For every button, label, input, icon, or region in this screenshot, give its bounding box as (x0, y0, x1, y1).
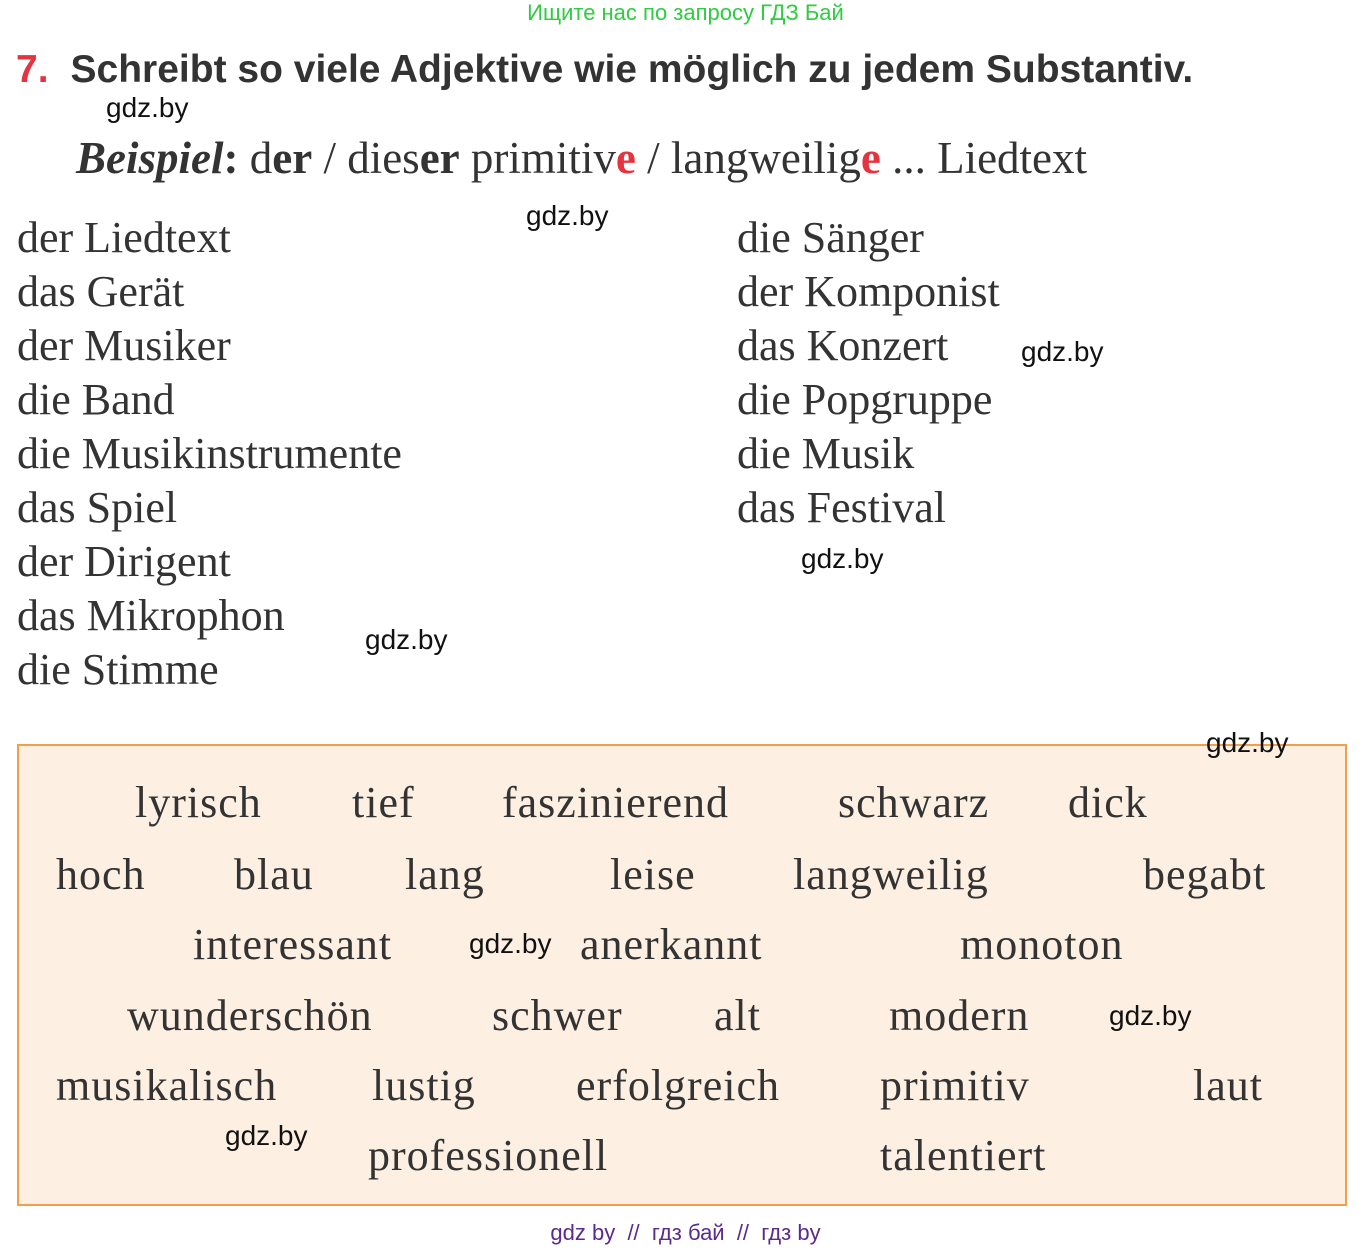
noun: das Mikrophon (17, 591, 285, 640)
noun: der Komponist (737, 267, 1000, 316)
adjective: alt (714, 991, 761, 1040)
adjective: lustig (372, 1061, 476, 1110)
noun: die Musik (737, 429, 915, 478)
adjective: schwarz (838, 778, 990, 827)
task-number: 7. (16, 48, 49, 91)
adjective: talentiert (880, 1131, 1047, 1180)
adjective: tief (352, 778, 415, 827)
noun: das Spiel (17, 483, 178, 532)
watermark: gdz.by (469, 928, 552, 959)
adjective: anerkannt (580, 920, 763, 969)
adjective: laut (1193, 1061, 1263, 1110)
noun: der Liedtext (17, 213, 231, 262)
example-colon: : (223, 133, 239, 183)
noun: die Stimme (17, 645, 219, 694)
watermark: gdz.by (801, 543, 884, 574)
example-text: / dies (312, 133, 420, 183)
example-text: / langweilig (635, 133, 861, 183)
noun: die Popgruppe (737, 375, 993, 424)
watermark: gdz.by (225, 1120, 308, 1151)
adjective: primitiv (880, 1061, 1030, 1110)
adjective: musikalisch (56, 1061, 278, 1110)
example-ending: er (272, 133, 313, 183)
adjective: begabt (1143, 850, 1267, 899)
noun: der Musiker (17, 321, 231, 370)
adjective: wunderschön (127, 991, 373, 1040)
adjective: hoch (56, 850, 146, 899)
noun: die Sänger (737, 213, 924, 262)
watermark: gdz.by (526, 200, 609, 231)
adjective: langweilig (793, 850, 989, 899)
watermark: gdz.by (106, 92, 189, 123)
task-heading (16, 48, 1193, 92)
footer-links[interactable]: gdz by // гдз бай // гдз by (550, 1220, 821, 1245)
adjective: modern (889, 991, 1030, 1040)
adjective: lyrisch (135, 778, 262, 827)
noun: das Konzert (737, 321, 949, 370)
adjective: leise (610, 850, 696, 899)
adjective: erfolgreich (576, 1061, 780, 1110)
adjective: dick (1068, 778, 1148, 827)
noun: der Dirigent (17, 537, 231, 586)
example-text: ... Liedtext (880, 133, 1088, 183)
noun: das Festival (737, 483, 946, 532)
noun: das Gerät (17, 267, 185, 316)
example-text: primitiv (459, 133, 616, 183)
watermark: gdz.by (1021, 336, 1104, 367)
search-hint-link[interactable]: Ищите нас по запросу ГДЗ Бай (527, 0, 844, 25)
example-ending: e (615, 133, 636, 183)
watermark: gdz.by (365, 624, 448, 655)
adjective: blau (234, 850, 314, 899)
watermark: gdz.by (1109, 1000, 1192, 1031)
example-text: d (238, 133, 273, 183)
adjective: lang (405, 850, 485, 899)
example-label: Beispiel (76, 133, 224, 183)
adjective: professionell (368, 1131, 609, 1180)
adjective: faszinierend (502, 778, 729, 827)
noun: die Band (17, 375, 175, 424)
adjective: monoton (960, 920, 1124, 969)
example-line (76, 132, 1087, 184)
task-title: Schreibt so viele Adjektive wie möglich zu jedem Substantiv. (70, 48, 1194, 91)
noun: die Musikinstrumente (17, 429, 402, 478)
example-ending: er (419, 133, 460, 183)
watermark: gdz.by (1206, 727, 1289, 758)
example-ending: e (860, 133, 881, 183)
adjective: interessant (193, 920, 393, 969)
adjective: schwer (492, 991, 623, 1040)
